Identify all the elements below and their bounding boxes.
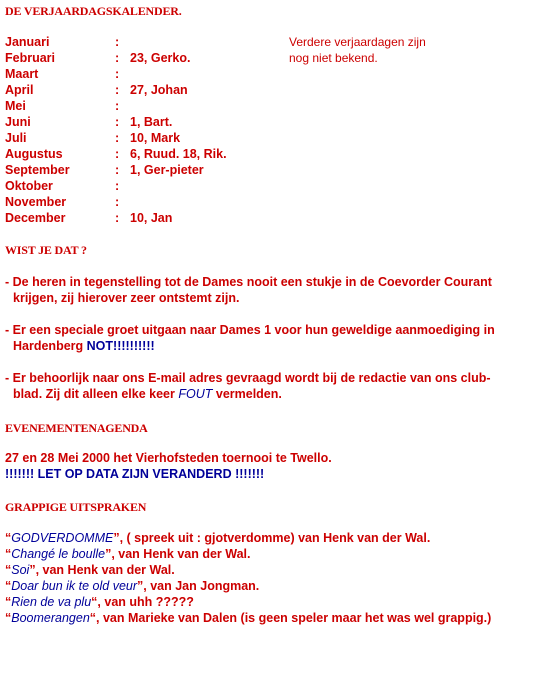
wist-item-2-not: NOT!!!!!!!!!! [86,339,155,353]
quote-6-text: Boomerangen [11,611,90,625]
quote-2-open: “ [5,547,12,561]
month-row [5,115,285,131]
quote-5-rest: “, van uhh ????? [91,595,194,609]
month-row [5,147,285,163]
quote-4-text: Doar bun ik te old veur [11,579,138,593]
wist-item-3-fout: FOUT [178,387,213,401]
calendar-note-line2: nog niet bekend. [289,51,378,65]
month-colon: : [115,179,120,193]
month-colon: : [115,83,120,97]
month-birthdays: 1, Bart. [130,115,173,129]
wist-item-2-text: Hardenberg [13,339,87,353]
month-colon: : [115,99,120,113]
month-name: Oktober [5,179,53,193]
wist-item-2-line-1: - Er een speciale groet uitgaan naar Dames 1 voor hun geweldige aanmoediging in [5,323,495,337]
month-birthdays: 10, Mark [130,131,181,145]
month-colon: : [115,163,120,177]
month-row [5,67,285,83]
quote-2 [5,547,251,561]
calendar-note [289,34,426,66]
month-row [5,179,285,195]
calendar-note-line1: Verdere verjaardagen zijn [289,35,426,49]
month-row [5,51,285,67]
month-birthdays: 6, Ruud. 18, Rik. [130,147,227,161]
month-birthdays: 10, Jan [130,211,173,225]
month-name: Maart [5,67,39,81]
wist-item-3-line-1: - Er behoorlijk naar ons E-mail adres gevraagd wordt bij de redactie van ons club- [5,371,491,385]
quote-3 [5,563,175,577]
month-name: Juni [5,115,31,129]
quote-6-rest: “, van Marieke van Dalen (is geen speler maar het was wel grappig.) [89,611,492,625]
month-name: November [5,195,67,209]
wist-item-1-line-2: krijgen, zij hierover zeer ontstemt zijn. [13,291,240,305]
month-colon: : [115,211,120,225]
month-row [5,35,285,51]
month-birthdays: 1, Ger-pieter [130,163,204,177]
wist-item-3-line-2 [5,387,282,401]
agenda-title: EVENEMENTENAGENDA [5,421,148,435]
month-row [5,211,285,227]
month-name: Augustus [5,147,63,161]
month-birthdays: 23, Gerko. [130,51,191,65]
quote-2-rest: ”, van Henk van der Wal. [105,547,251,561]
month-name: Februari [5,51,56,65]
quote-4-open: “ [5,579,12,593]
month-colon: : [115,51,120,65]
month-colon: : [115,147,120,161]
quotes-title: GRAPPIGE UITSPRAKEN [5,500,147,514]
month-row [5,83,285,99]
month-name: Mei [5,99,26,113]
quote-6 [5,611,491,625]
month-name: April [5,83,34,97]
month-row [5,99,285,115]
quote-4 [5,579,259,593]
quote-5-text: Rien de va plu [11,595,92,609]
wist-je-dat-title: WIST JE DAT ? [5,243,87,257]
quote-2-text: Changé le boulle [11,547,106,561]
quote-3-open: “ [5,563,12,577]
quote-6-open: “ [5,611,12,625]
month-row [5,195,285,211]
agenda-line-1: 27 en 28 Mei 2000 het Vierhofsteden toernooi te Twello. [5,451,332,465]
month-name: December [5,211,66,225]
month-name: Januari [5,35,50,49]
wist-item-3-text-b: vermelden. [212,387,282,401]
calendar-title: DE VERJAARDAGSKALENDER. [5,4,182,18]
quote-1-open: “ [5,531,12,545]
wist-item-1-line-1: - De heren in tegenstelling tot de Dames nooit een stukje in de Coevorder Courant [5,275,492,289]
agenda-line-2: !!!!!!! LET OP DATA ZIJN VERANDERD !!!!!!! [5,467,265,481]
quote-5-open: “ [5,595,12,609]
wist-item-2-line-2 [5,339,155,353]
quote-1-text: GODVERDOMME [11,531,114,545]
wist-item-3-text-a: blad. Zij dit alleen elke keer [13,387,179,401]
month-colon: : [115,35,120,49]
quote-1 [5,531,430,545]
quote-5 [5,595,194,609]
month-birthdays: 27, Johan [130,83,188,97]
month-colon: : [115,131,120,145]
month-colon: : [115,195,120,209]
month-colon: : [115,115,120,129]
month-row [5,131,285,147]
quote-3-text: Soi [11,563,30,577]
month-colon: : [115,67,120,81]
quote-4-rest: ”, van Jan Jongman. [137,579,260,593]
quote-1-rest: ”, ( spreek uit : gjotverdomme) van Henk van der Wal. [113,531,431,545]
quote-3-rest: ”, van Henk van der Wal. [29,563,175,577]
month-name: Juli [5,131,27,145]
month-row [5,163,285,179]
month-name: September [5,163,70,177]
